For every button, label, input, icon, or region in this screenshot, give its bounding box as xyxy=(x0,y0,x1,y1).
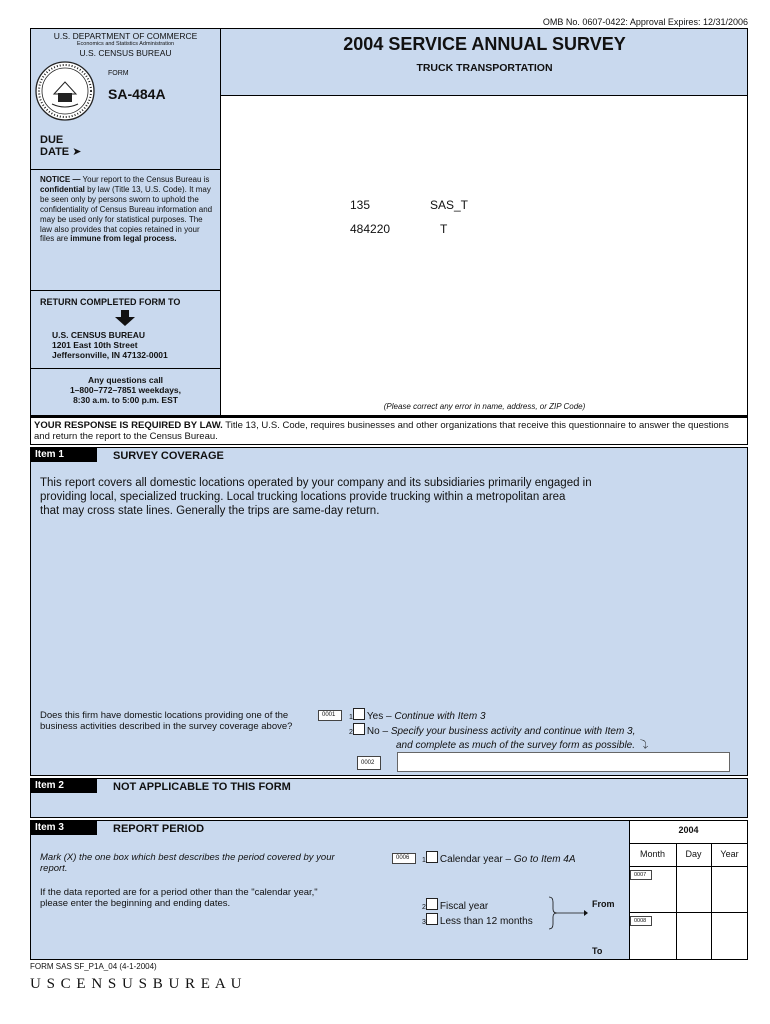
fiscal-year-checkbox[interactable] xyxy=(426,898,438,910)
notice-text1: Your report to the Census Bureau is xyxy=(80,175,210,184)
col-year: Year xyxy=(720,849,739,859)
return-title: RETURN COMPLETED FORM TO xyxy=(40,297,181,307)
label-code: SAS_T xyxy=(430,198,469,212)
calendar-year-checkbox[interactable] xyxy=(426,851,438,863)
survey-title: 2004 SERVICE ANNUAL SURVEY xyxy=(343,34,626,54)
bracket-arrow-icon xyxy=(548,896,588,930)
address-area xyxy=(221,96,748,416)
item3-title: REPORT PERIOD xyxy=(113,823,205,835)
no-note-continued: and complete as much of the survey form as possible. ⤵ xyxy=(396,740,648,751)
notice-text2: by law (Title 13, U.S. Code). It may be seen only by persons sworn to uphold the confidentiality of Census Bureau information and may be used only for statistical purposes. The law also provides that copies retained in your files are xyxy=(40,184,213,244)
yes-checkbox[interactable] xyxy=(353,708,365,720)
law-notice xyxy=(30,416,748,445)
label-id: 135 xyxy=(350,198,371,212)
from-day-input[interactable] xyxy=(678,868,709,910)
no-label: No xyxy=(366,726,380,737)
notice-lead: NOTICE — xyxy=(40,175,81,184)
notice-immune: immune from legal process. xyxy=(70,234,177,244)
label-naics: 484220 xyxy=(350,222,391,236)
arrow-right-icon: ➤ xyxy=(72,146,82,158)
grid-line xyxy=(629,843,748,844)
option-number: 2 xyxy=(422,904,426,911)
item1-body-line3: that may cross state lines. Generally the trips are same-day return. xyxy=(40,505,380,517)
item2-tag: Item 2 xyxy=(31,779,97,793)
questions-hours: 8:30 a.m. to 5:00 p.m. EST xyxy=(73,395,178,405)
agency-line1: U.S. DEPARTMENT OF COMMERCE xyxy=(53,31,198,41)
col-month: Month xyxy=(639,849,665,859)
questions-line1: Any questions call xyxy=(87,375,164,385)
date-label: DATE xyxy=(40,146,70,158)
law-bold: YOUR RESPONSE IS REQUIRED BY LAW. xyxy=(34,420,223,431)
form-label: FORM xyxy=(108,70,129,77)
item1-option-no[interactable] xyxy=(349,723,635,737)
no-note: – Specify your business activity and continue with Item 3, xyxy=(379,726,636,737)
item1-title: SURVEY COVERAGE xyxy=(113,450,224,462)
agency-line3: U.S. CENSUS BUREAU xyxy=(79,48,172,58)
item3-instruction1: Mark (X) the one box which best describes the period covered by your report. xyxy=(40,852,335,874)
item-code-0002: 0002 xyxy=(357,756,381,770)
survey-subtitle: TRUCK TRANSPORTATION xyxy=(416,62,553,74)
department-seal-icon xyxy=(34,60,96,122)
questions-contact xyxy=(30,375,221,405)
agency-block xyxy=(30,31,221,58)
item3-instruction2: If the data reported are for a period other than the "calendar year," please enter the beginning and ending dates. xyxy=(40,887,318,909)
omb-notice: OMB No. 0607-0422: Approval Expires: 12/31/2006 xyxy=(542,17,748,27)
confidentiality-notice xyxy=(40,175,216,244)
col-day: Day xyxy=(685,849,702,859)
from-month-input[interactable] xyxy=(656,868,674,910)
agency-line2: Economics and Statistics Administration xyxy=(76,41,175,47)
less-than-12-months-option[interactable] xyxy=(422,913,533,927)
grid-line xyxy=(711,843,712,960)
grid-line xyxy=(629,866,748,867)
from-label: From xyxy=(592,899,615,909)
due-date-label xyxy=(40,134,81,158)
option-number: 3 xyxy=(422,919,426,926)
item-code-0001: 0001 xyxy=(318,710,342,721)
due-label: DUE xyxy=(40,134,64,146)
pencil-arrow-icon: ⤵ xyxy=(637,740,648,751)
fiscal-year-label: Fiscal year xyxy=(439,901,489,912)
return-line2: 1201 East 10th Street xyxy=(52,340,138,350)
return-address xyxy=(52,330,168,360)
report-year-header: 2004 xyxy=(678,825,699,835)
yes-note: – Continue with Item 3 xyxy=(383,711,486,722)
item1-body-line2: providing local, specialized trucking. Local trucking locations provide trucking within a metropolitan area xyxy=(40,491,566,503)
item1-body-line1: This report covers all domestic locations operated by your company and its subsidiaries primarily engaged in xyxy=(40,477,592,489)
calendar-year-option[interactable] xyxy=(422,851,576,865)
option-number: 1 xyxy=(349,714,353,721)
item-code-0006: 0006 xyxy=(392,853,416,864)
calendar-year-label: Calendar year xyxy=(439,854,503,865)
form-id: FORM SAS SF_P1A_04 (4-1-2004) xyxy=(30,962,157,971)
questions-phone: 1–800–772–7851 weekdays, xyxy=(69,385,182,395)
to-day-input[interactable] xyxy=(678,914,709,958)
item-code-0008: 0008 xyxy=(630,916,652,926)
form-number: SA-484A xyxy=(108,86,166,102)
grid-line xyxy=(676,843,677,960)
item1-tag: Item 1 xyxy=(31,448,97,462)
from-year-input[interactable] xyxy=(713,868,746,910)
return-line3: Jeffersonville, IN 47132-0001 xyxy=(52,350,168,360)
item-code-0007: 0007 xyxy=(630,870,652,880)
to-label: To xyxy=(592,946,603,956)
fiscal-year-option[interactable] xyxy=(422,898,488,912)
divider xyxy=(30,368,221,369)
census-bureau-wordmark: U S C E N S U S B U R E A U xyxy=(30,976,243,992)
item3-tag: Item 3 xyxy=(31,821,97,835)
notice-confidential: confidential xyxy=(40,184,85,194)
label-type: T xyxy=(440,222,448,236)
option-number: 2 xyxy=(349,729,353,736)
item1-option-yes[interactable] xyxy=(349,708,486,722)
divider xyxy=(30,290,221,291)
to-month-input[interactable] xyxy=(656,914,674,958)
correction-note: (Please correct any error in name, address, or ZIP Code) xyxy=(383,402,586,411)
item2-title: NOT APPLICABLE TO THIS FORM xyxy=(113,781,291,793)
law-text: Title 13, U.S. Code, requires businesses and other organizations that receive this questionnaire to answer the questions and return the report to the Census Bureau. xyxy=(34,420,729,442)
less-than-12-months-label: Less than 12 months xyxy=(439,916,533,927)
item1-question: Does this firm have domestic locations providing one of the business activities described in the survey coverage above? xyxy=(40,710,293,732)
option-number: 1 xyxy=(422,857,426,864)
divider xyxy=(30,169,221,170)
yes-label: Yes xyxy=(366,711,384,722)
to-year-input[interactable] xyxy=(713,914,746,958)
arrow-down-icon xyxy=(115,310,135,326)
grid-line xyxy=(629,912,748,913)
less-than-12-months-checkbox[interactable] xyxy=(426,913,438,925)
no-checkbox[interactable] xyxy=(353,723,365,735)
calendar-year-note: – Go to Item 4A xyxy=(502,854,576,865)
business-activity-input[interactable] xyxy=(397,752,730,772)
return-line1: U.S. CENSUS BUREAU xyxy=(52,330,146,340)
item1-body xyxy=(40,476,740,518)
